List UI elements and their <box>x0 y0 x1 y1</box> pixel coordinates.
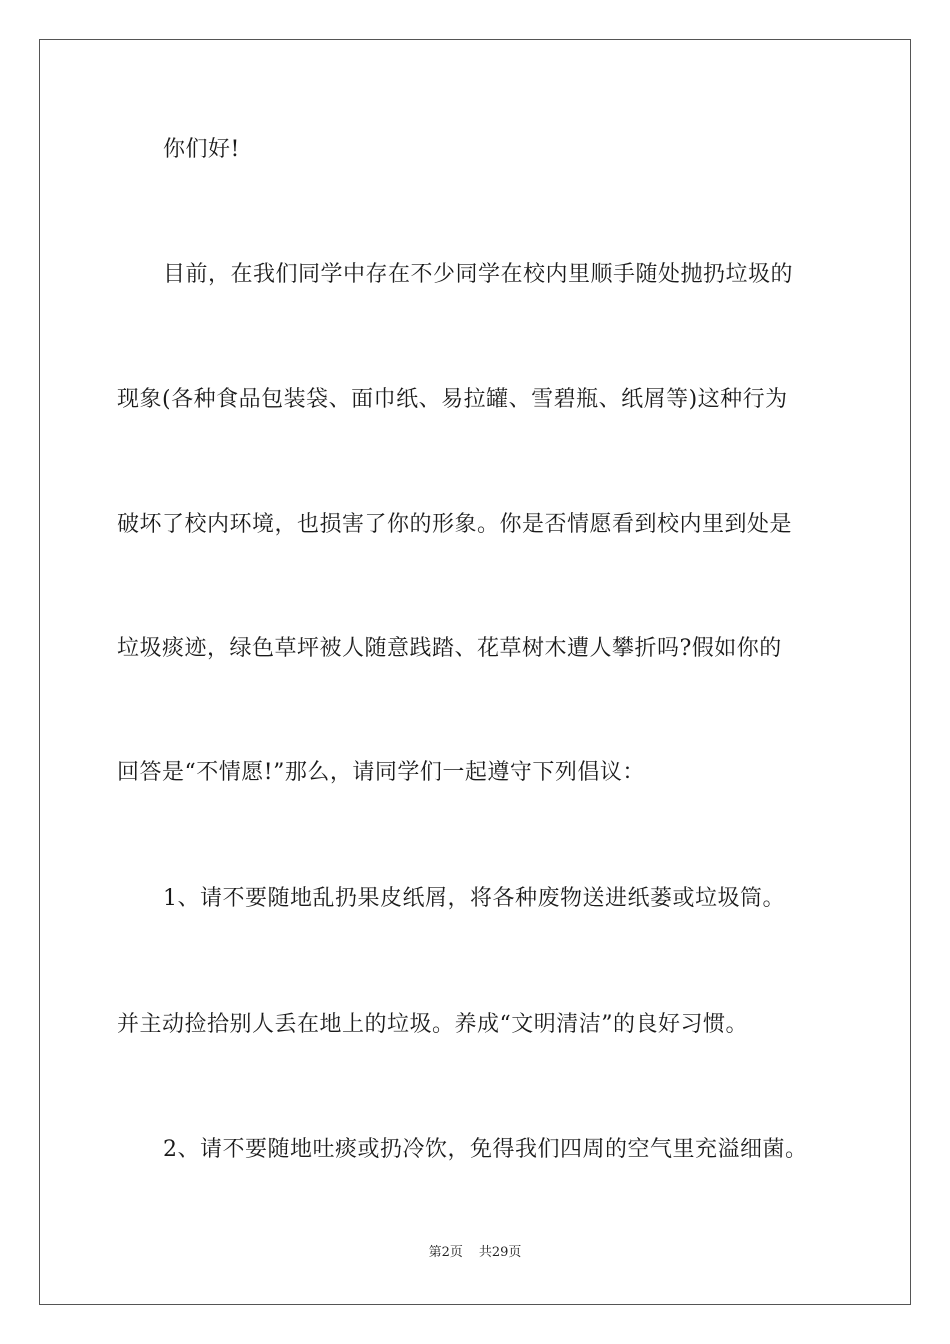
paragraph-line: 回答是“不情愿!”那么，请同学们一起遵守下列倡议： <box>117 760 645 785</box>
paragraph-line: 并主动捡拾别人丢在地上的垃圾。养成“文明清洁”的良好习惯。 <box>117 1012 748 1037</box>
proposal-item-2: 2、请不要随地吐痰或扔冷饮，免得我们四周的空气里充溢细菌。 <box>163 1137 808 1162</box>
greeting-line: 你们好! <box>163 137 240 162</box>
paragraph-line: 垃圾痰迹，绿色草坪被人随意践踏、花草树木遭人攀折吗?假如你的 <box>117 636 782 661</box>
total-pages: 共29页 <box>478 1245 522 1260</box>
paragraph-line: 目前，在我们同学中存在不少同学在校内里顺手随处抛扔垃圾的 <box>163 262 794 287</box>
page-footer <box>0 1244 950 1262</box>
page-number: 第2页 <box>428 1245 463 1260</box>
page-frame <box>39 39 911 1305</box>
paragraph-line: 破坏了校内环境，也损害了你的形象。你是否情愿看到校内里到处是 <box>117 512 793 537</box>
proposal-item-1: 1、请不要随地乱扔果皮纸屑，将各种废物送进纸蒌或垃圾筒。 <box>163 886 785 911</box>
paragraph-line: 现象(各种食品包装袋、面巾纸、易拉罐、雪碧瓶、纸屑等)这种行为 <box>117 387 788 412</box>
